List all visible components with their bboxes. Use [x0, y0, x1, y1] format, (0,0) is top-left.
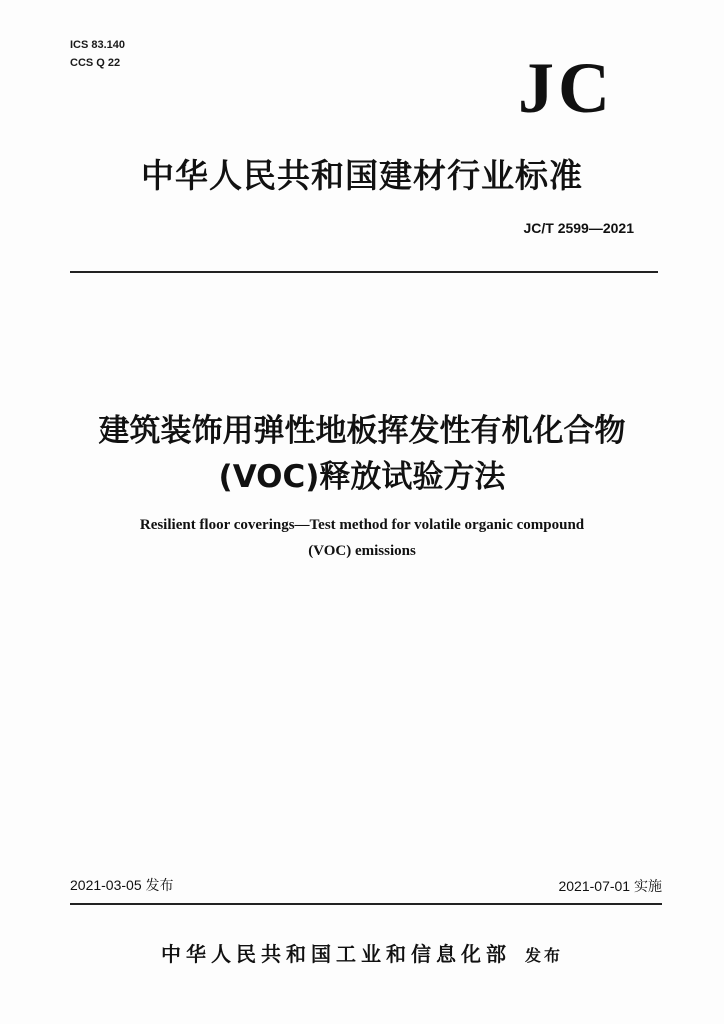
ccs-code: CCS Q 22 [70, 57, 121, 69]
standard-type-heading: 中华人民共和国建材行业标准 [141, 156, 583, 195]
english-title-line-1: Resilient floor coverings—Test method for volatile organic compound [139, 517, 585, 533]
publisher-name: 中华人民共和国工业和信息化部 [160, 942, 511, 966]
implementation-date: 2021-07-01 实施 [558, 878, 662, 894]
issue-date: 2021-03-05 发布 [70, 877, 174, 893]
bottom-divider [70, 903, 662, 905]
chinese-title-line-1: 建筑装饰用弹性地板挥发性有机化合物 [98, 413, 626, 449]
classification-codes [70, 36, 125, 72]
jc-logo: JC [518, 48, 614, 128]
english-title [0, 512, 724, 564]
english-title-line-2: (VOC) emissions [308, 543, 416, 559]
ics-code: ICS 83.140 [70, 39, 126, 51]
chinese-title [0, 408, 724, 500]
standard-number: JC/T 2599—2021 [523, 220, 634, 236]
chinese-title-line-2: (VOC)释放试验方法 [218, 459, 506, 495]
publisher-suffix: 发布 [524, 946, 563, 965]
top-divider [70, 271, 658, 273]
publisher-line [0, 938, 724, 967]
